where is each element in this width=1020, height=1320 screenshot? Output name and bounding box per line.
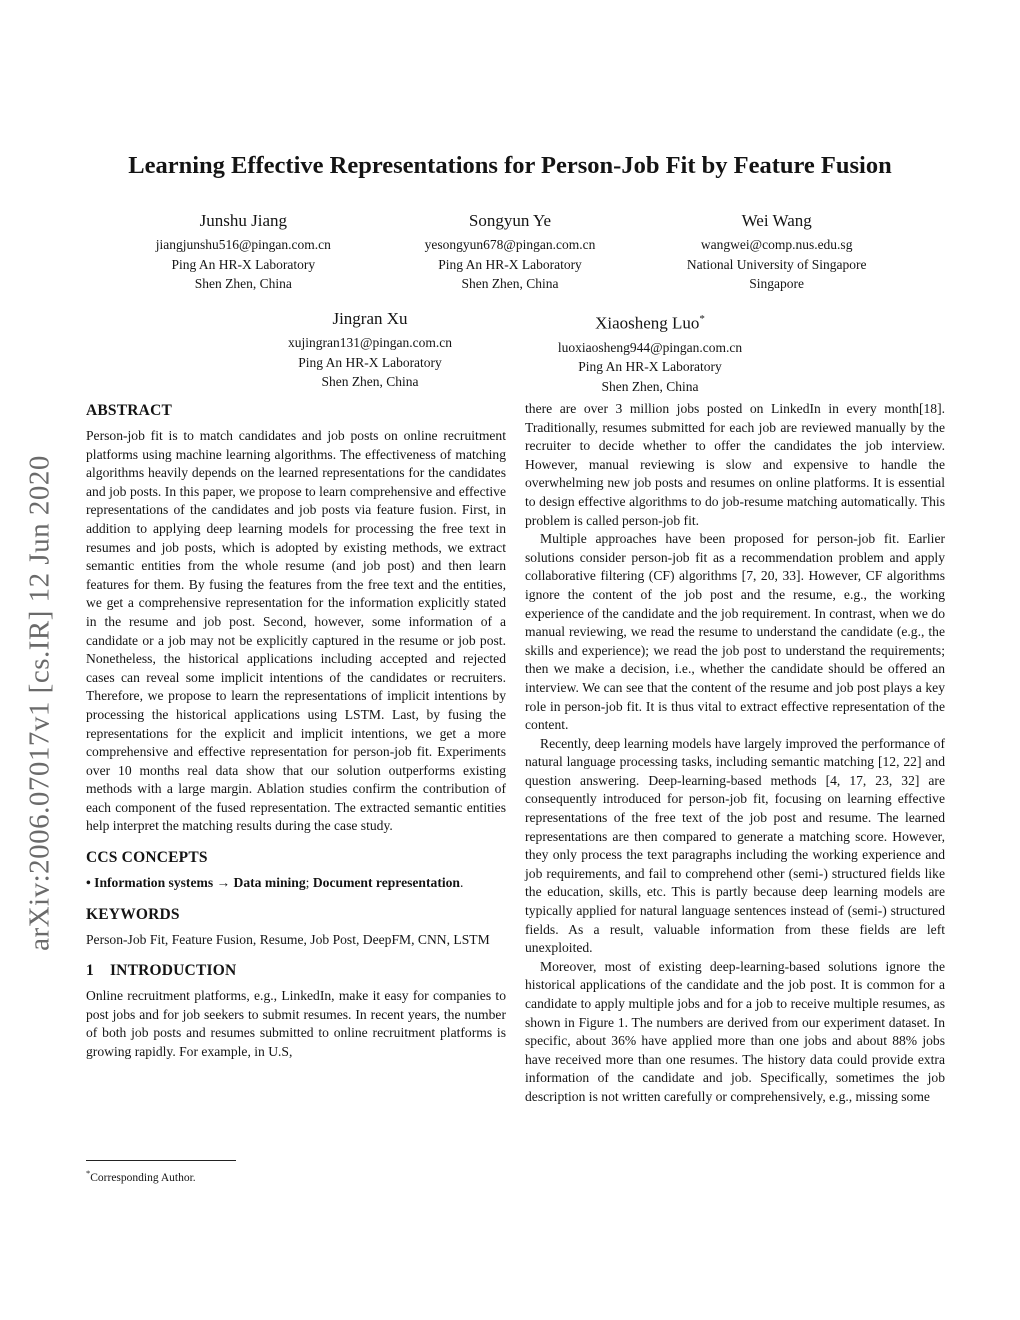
introduction-text: Online recruitment platforms, e.g., LinkedIn, make it easy for companies to post jobs and for job seekers to submit resumes. In recent years, the number of both job posts and resumes submitted to online recruitment platforms is growing rapidly. For example, in U.S, [86,988,506,1060]
ccs-bullet: • [86,875,91,891]
author-location: Shen Zhen, China [601,378,699,394]
section-number: 1 [86,962,94,980]
section-title: INTRODUCTION [109,962,237,980]
paper-title: Learning Effective Representations for Person-Job Fit by Feature Fusion [128,152,892,180]
author-name: Junshu Jiang [199,211,288,230]
author-name: Wei Wang [741,211,812,230]
keywords-text: Person-Job Fit, Feature Fusion, Resume, Job Post, DeepFM, CNN, LSTM [86,931,490,947]
author-block [643,210,910,294]
author-email: jiangjunshu516@pingan.com.cn [155,237,331,252]
footnote-marker: * [86,1168,91,1178]
author-block [230,308,510,396]
authors-row-2 [230,308,790,396]
corresponding-author-marker: * [699,313,705,325]
keywords-heading: KEYWORDS [86,905,180,923]
author-block [377,210,644,294]
ccs-heading: CCS CONCEPTS [86,849,208,867]
author-email: xujingran131@pingan.com.cn [288,335,452,350]
footnote-text: *Corresponding Author. [86,1168,196,1184]
abstract-text: Person-job fit is to match candidates and job posts on online recruitment platforms using machine learning algorithms. The effectiveness of matching algorithms heavily depends on the learned representations for the candidates and job posts. In this paper, we propose to learn comprehensive and effective representations of the candidates and job posts via feature fusion. First, in addition to applying deep learning models for processing the free text in resumes and job posts, which is adopted by existing methods, we extract semantic entities from the whole resume (and job post) and then learn features for them. By fusing the features from the free text and the entities, we get a comprehensive representation for the information explicitly stated in the resume and job post. Second, however, some information of a candidate or a job may not be explicitly captured in the resume or job post. Nonetheless, the historical applications including accepted and rejected cases can reveal some implicit intentions of the candidates or recruiters. Therefore, we propose to learn the representations of implicit intentions by processing the historical applications using LSTM. Last, by fusing the representations for the explicit and implicit intentions, we get a more comprehensive and effective representation for person-job fit. Experiments over 10 months real data show that our solution outperforms existing methods with a large margin. Ablation studies confirm the contribution of each component of the fused representation. The extracted semantic entities help interpret the matching results during the case study. [86,428,506,834]
arxiv-watermark: arXiv:2006.07017v1 [cs.IR] 12 Jun 2020 [23,455,56,951]
author-affiliation: Ping An HR-X Laboratory [171,256,316,272]
author-block [510,308,790,396]
authors-row-1 [110,210,910,294]
author-block [110,210,377,294]
author-name: Xiaosheng Luo* [595,313,705,333]
author-affiliation: Ping An HR-X Laboratory [298,354,442,370]
author-email: wangwei@comp.nus.edu.sg [700,237,853,252]
body-paragraph: Moreover, most of existing deep-learning-based solutions ignore the historical applications of the candidate and the job post. It is common for a candidate to apply multiple jobs and for a job to receive multiple resumes, as shown in Figure 1. The numbers are derived from our experiment dataset. In specific, about 36% have applied more than one jobs and about 88% jobs have received more than one resumes. The history data could provide extra information of the candidate and job. Specifically, sometimes the job description is not written carefully or comprehensively, e.g., missing some [525,958,945,1104]
author-affiliation: Ping An HR-X Laboratory [438,256,582,272]
author-location: Singapore [749,276,805,291]
author-email: luoxiaosheng944@pingan.com.cn [557,339,743,355]
author-affiliation: Ping An HR-X Laboratory [578,359,722,375]
abstract-heading: ABSTRACT [86,402,173,419]
ccs-leaf-concept: Data mining [233,875,306,891]
author-affiliation: National University of Singapore [686,256,867,272]
column-right [525,400,945,1107]
body-paragraph: there are over 3 million jobs posted on LinkedIn in every month[18]. Traditionally, resumes submitted for each job are reviewed manually by the recruiter to decide whether to offer the candidates the job interview. However, manual reviewing is slow and expensive to handle the overwhelming new job posts and resumes on online platforms. It is essential to design effective algorithms to do job-resume matching automatically. This problem is called person-job fit. [525,401,945,528]
body-paragraph: Multiple approaches have been proposed for person-job fit. Earlier solutions consider person-job fit as a recommendation problem and apply collaborative filtering (CF) algorithms [7, 20, 33]. However, CF algorithms ignore the content of the job post and the resume, e.g., the working experience of the candidate and the job requirement. In contrast, when we do manual reviewing, we read the resume to understand the candidate (e.g., the skills and experience); we read the job post to understand the requirements; then we make a decision, i.e., whether the candidate should be offered an interview. We can see that the content of the resume and job post plays a key role in person-job fit. It is thus vital to extract effective representation of the content. [525,531,945,733]
ccs-text: • Information systems → Data mining; Document representation. [86,875,464,891]
author-email: yesongyun678@pingan.com.cn [424,237,596,252]
author-location: Shen Zhen, China [461,276,559,291]
body-paragraph: Recently, deep learning models have largely improved the performance of natural language processing tasks, including semantic matching [12, 22] and question answering. Deep-learning-based methods [4, 17, 23, 32] are consequently introduced for person-job fit, focusing on learning effective representations of the free text of the job post and resume. The learned representations are then compared to generate a matching score. However, they only process the text paragraphs including the working experience and job requirements, and fail to comprehend other (semi-) structured fields like the education, skills, etc. This is partly because deep learning models are typically applied for natural language sentences instead of (semi-) structured fields. As a result, valuable information from these fields are left unexploited. [525,735,945,956]
footnote [86,1160,506,1186]
footnote-rule [86,1160,236,1161]
introduction-heading [86,949,506,980]
author-location: Shen Zhen, China [321,374,419,389]
ccs-root-concept: Information systems [94,875,214,891]
author-location: Shen Zhen, China [194,276,292,291]
ccs-leaf-concept: Document representation [312,875,460,891]
ccs-arrow: → [216,875,231,891]
author-name: Songyun Ye [468,211,552,230]
column-left [86,400,506,1062]
author-name: Jingran Xu [332,309,408,328]
